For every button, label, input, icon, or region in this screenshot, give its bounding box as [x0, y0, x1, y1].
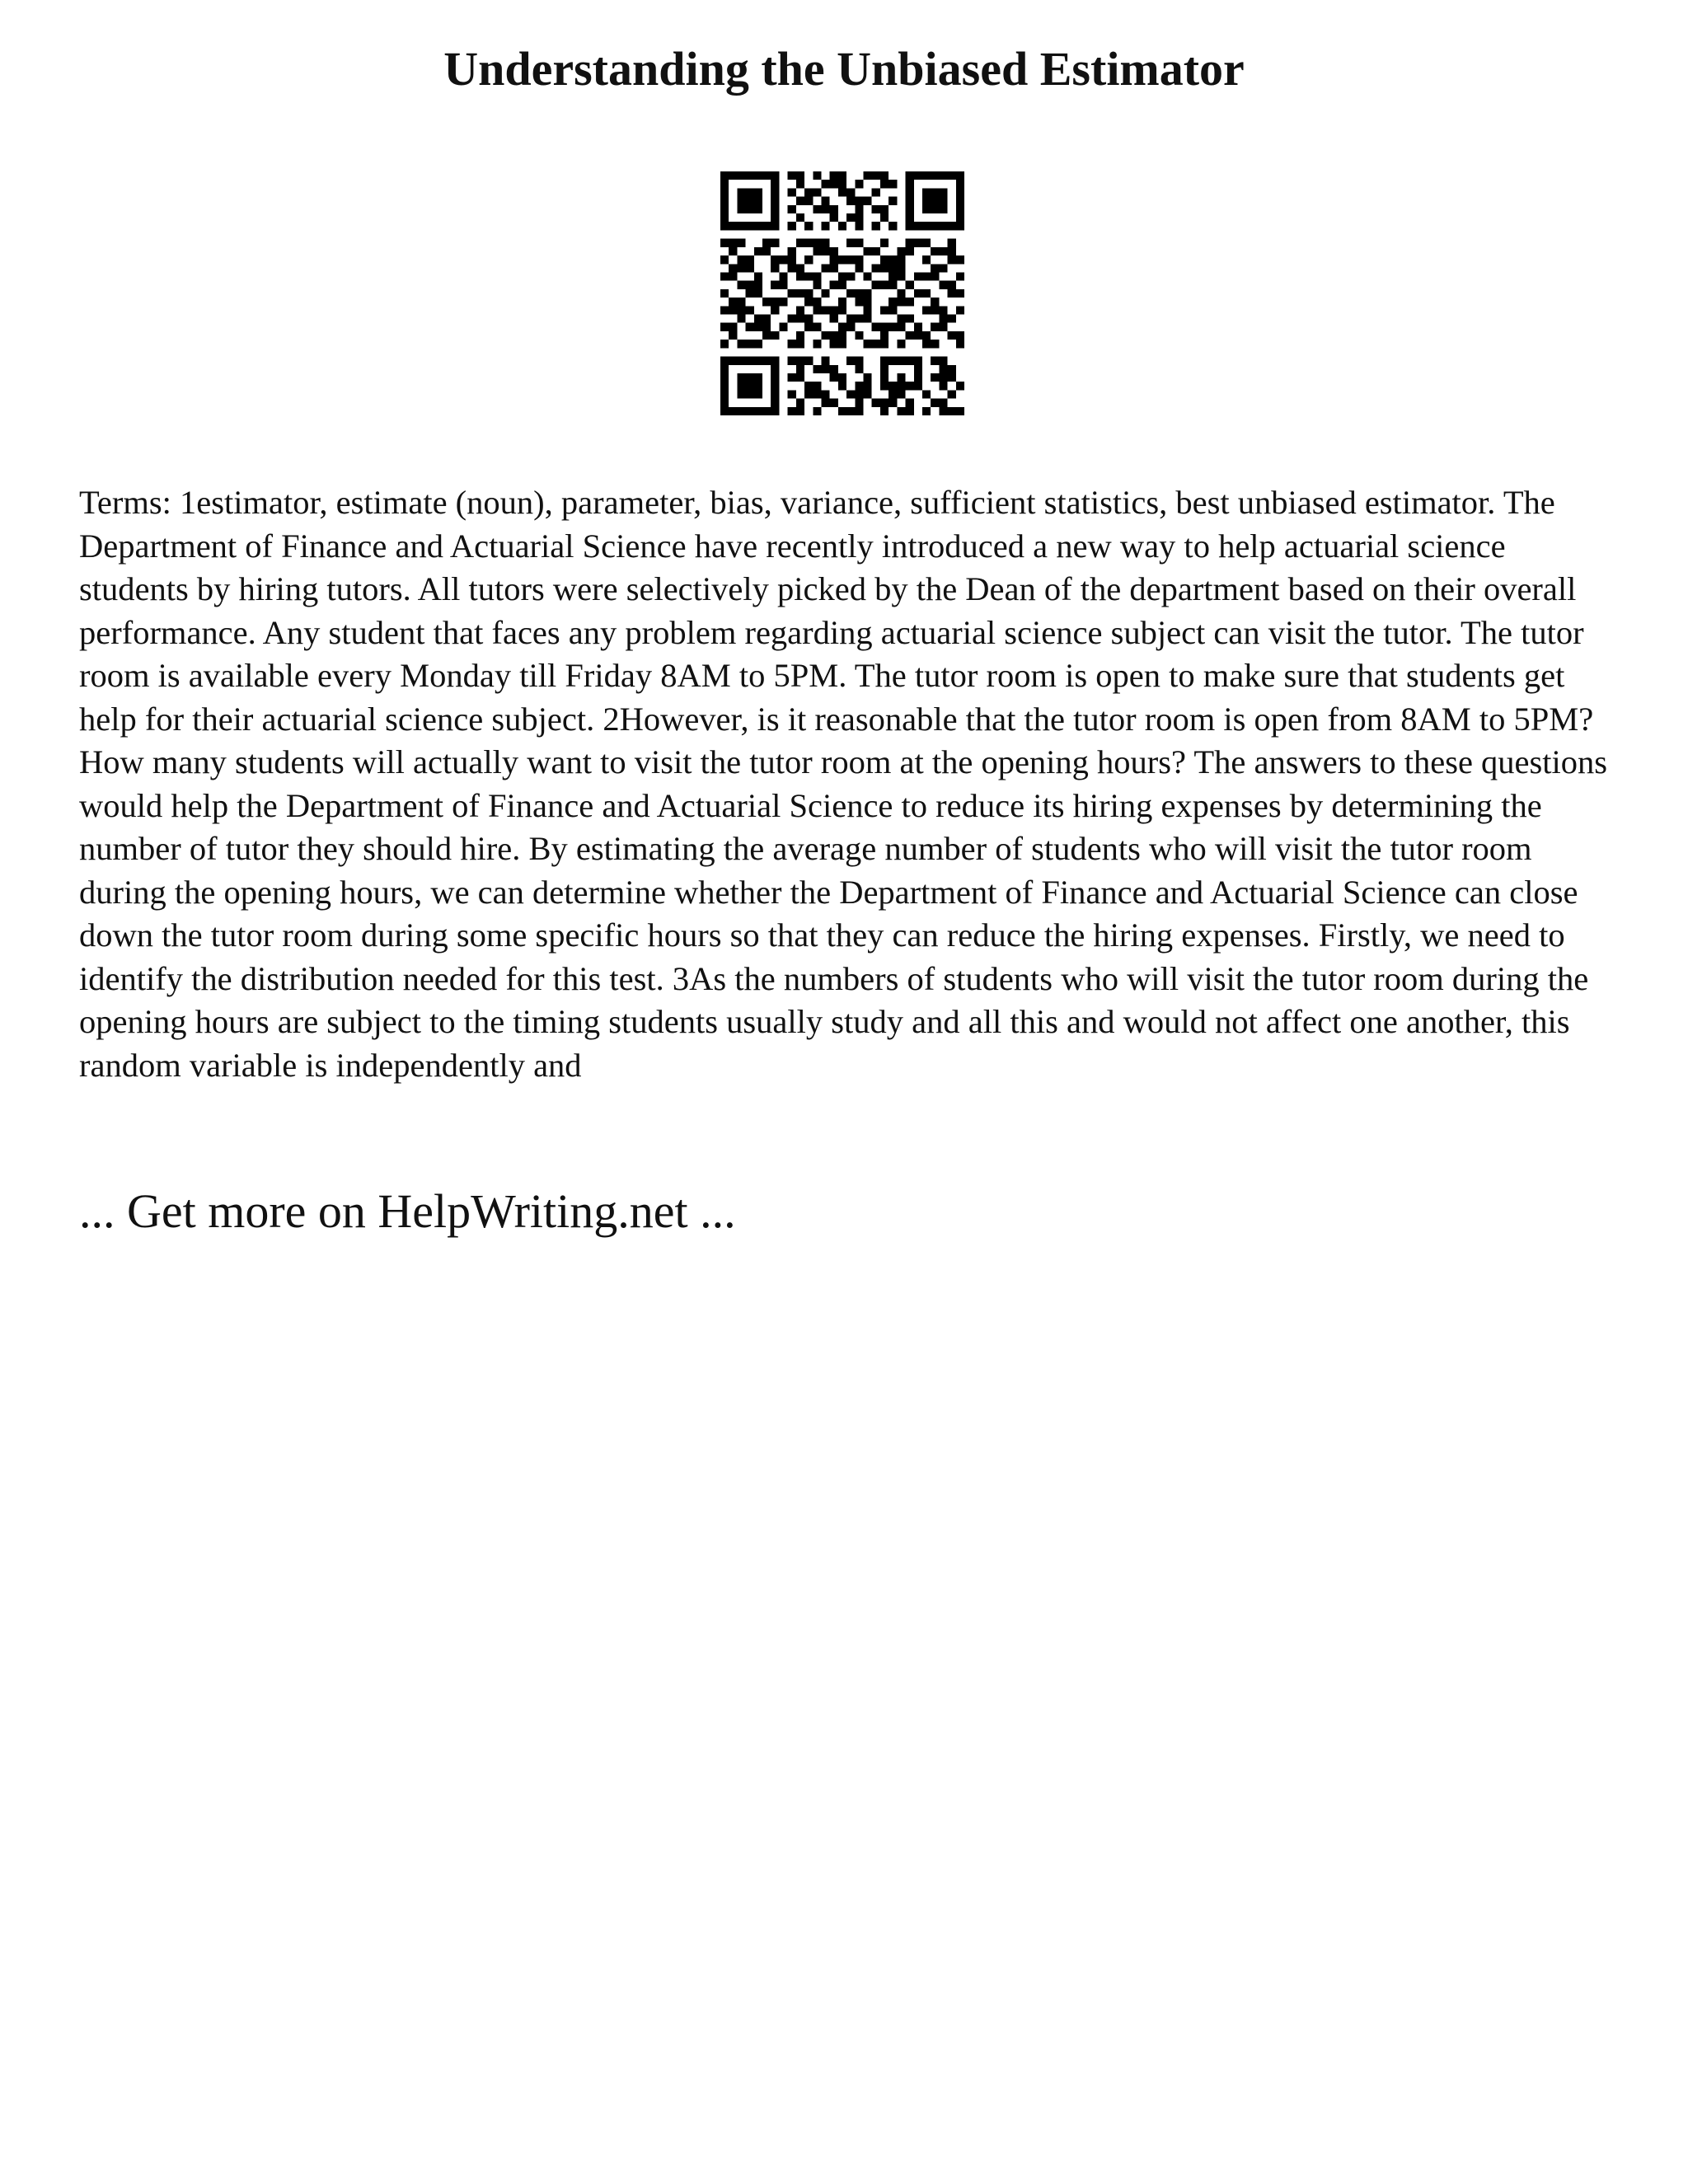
qr-code-icon — [720, 171, 964, 415]
get-more-link[interactable]: ... Get more on HelpWriting.net ... — [79, 1184, 736, 1238]
article-body-text: Terms: 1estimator, estimate (noun), parameter, bias, variance, sufficient statistics, best unbiased estimator. The Department of Finance and Actuarial Science have recently introduced a new way to help actuarial science students by hiring tutors. All tutors were selectively picked by the Dean of the department based on their overall performance. Any student that faces any problem regarding actuarial science subject can visit the tutor. The tutor room is available every Monday till Friday 8AM to 5PM. The tutor room is open to make sure that students get help for their actuarial science subject. 2However, is it reasonable that the tutor room is open from 8AM to 5PM? How many students will actually want to visit the tutor room at the opening hours? The answers to these questions would help the Department of Finance and Actuarial Science to reduce its hiring expenses by determining the number of tutor they should hire. By estimating the average number of students who will visit the tutor room during the opening hours, we can determine whether the Department of Finance and Actuarial Science can close down the tutor room during some specific hours so that they can reduce the hiring expenses. Firstly, we need to identify the distribution needed for this test. 3As the numbers of students who will visit the tutor room during the opening hours are subject to the timing students usually study and all this and would not affect one another, this random variable is independently and — [79, 484, 1608, 1084]
page-title: Understanding the Unbiased Estimator — [443, 42, 1245, 96]
